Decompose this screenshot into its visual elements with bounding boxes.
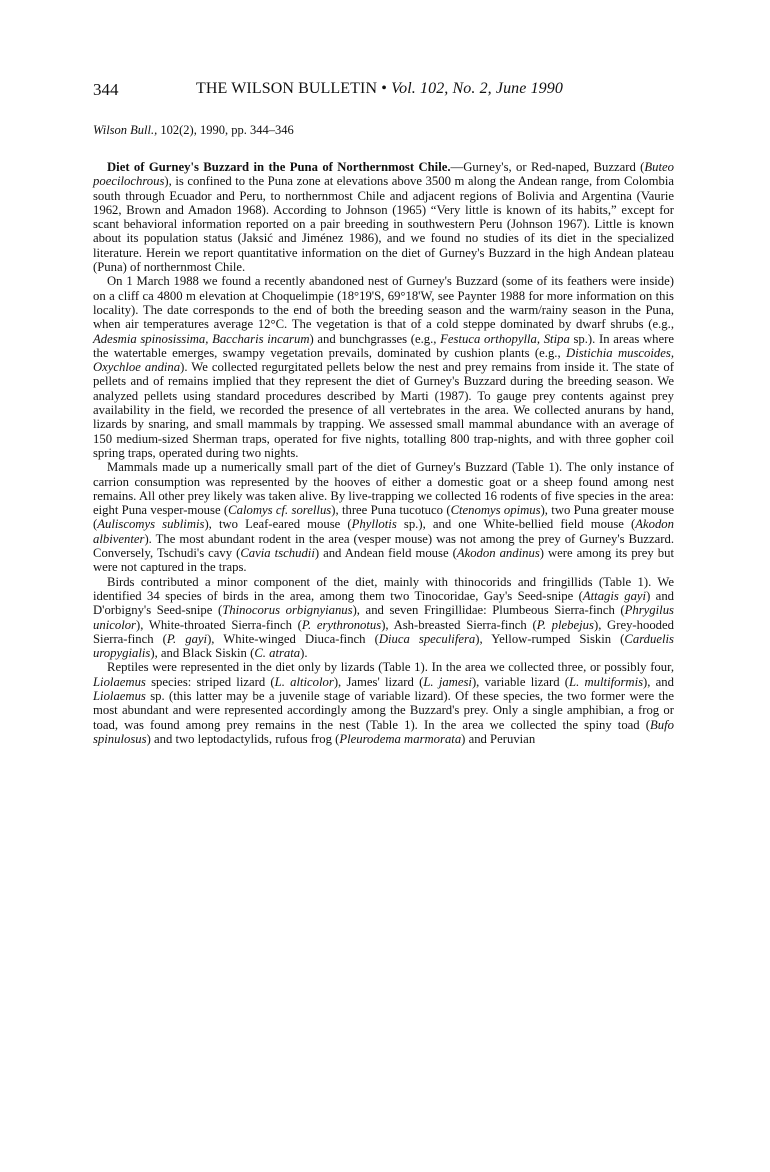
paragraph-4: Birds contributed a minor component of the diet, mainly with thinocorids and fringillids (Table 1). We identified 34 species of birds in the area, among them two Tinocoridae, Gay's Seed-snipe (Attagis gayi) and D'orbigny's Seed-snipe (Thinocorus orbignyianus), and seven Fringillidae: Plumbeous Sierra-finch (Phrygilus unicolor), White-throated Sierra-finch (P. erythronotus), Ash-breasted Sierra-finch (P. plebejus), Grey-hooded Sierra-finch (P. gayi), White-winged Diuca-finch (Diuca speculifera), Yellow-rumped Siskin (Carduelis uropygialis), and Black Siskin (C. atrata). <box>93 574 675 661</box>
separator: • <box>381 80 387 97</box>
paragraph-1: Diet of Gurney's Buzzard in the Puna of Northernmost Chile.—Gurney's, or Red-naped, Buzzard (Buteo poecilochrous), is confined to the Puna zone at elevations above 3500 m along the Andean range, from Colombia south through Ecuador and Peru, to northernmost Chile and adjacent regions of Bolivia and Argentina (Vaurie 1962, Brown and Amadon 1968). According to Johnson (1965) “Very little is known of its habits,” except for scant behavioral information reported on a pair breeding in southwestern Peru (Johnson 1967). Little is known about its population status (Jaksić and Jiménez 1986), and we found no studies of its diet in the specialized literature. Herein we report quantitative information on the diet of Gurney's Buzzard in the high Andean plateau (Puna) of northernmost Chile. <box>93 160 674 275</box>
citation-details: 102(2), 1990, pp. 344–346 <box>160 123 294 137</box>
journal-name: THE WILSON BULLETIN <box>196 80 378 97</box>
paragraph-5: Reptiles were represented in the diet only by lizards (Table 1). In the area we collected three, or possibly four, Liolaemus species: striped lizard (L. alticolor), James' lizard (L. jamesi), variable lizard (L. multiformis), and Liolaemus sp. (this latter may be a juvenile stage of variable lizard). Of these species, the two former were the most abundant and were represented accordingly among the Buzzard's prey. Only a single amphibian, a frog or toad, was found among prey remains in the nest (Table 1). In the area we collected the spiny toad (Bufo spinulosus) and two leptodactylids, rufous frog (Pleurodema marmorata) and Peruvian <box>93 660 674 746</box>
running-head <box>93 80 673 102</box>
journal-issue-line <box>196 80 563 98</box>
citation-journal: Wilson Bull., <box>93 123 158 137</box>
article-body <box>93 160 674 746</box>
citation-line <box>93 123 294 138</box>
page-number: 344 <box>93 80 119 99</box>
paragraph-2: On 1 March 1988 we found a recently abandoned nest of Gurney's Buzzard (some of its feathers were inside) on a cliff ca 4800 m elevation at Choquelimpie (18°19'S, 69°18'W, see Paynter 1988 for more information on this locality). The date corresponds to the end of both the breeding season and the warm/rainy season in the Puna, when air temperatures average 12°C. The vegetation is that of a cold steppe dominated by dwarf shrubs (e.g., Adesmia spinosissima, Baccharis incarum) and bunchgrasses (e.g., Festuca orthopylla, Stipa sp.). In areas where the watertable emerges, swampy vegetation prevails, dominated by cushion plants (e.g., Distichia muscoides, Oxychloe andina). We collected regurgitated pellets below the nest and prey remains from inside it. The state of pellets and of remains implied that they represent the diet of Gurney's Buzzard during the breeding season. We analyzed pellets using standard procedures described by Marti (1987). To gauge prey contents against prey availability in the field, we recorded the presence of all vertebrates in the area. We collected anurans by hand, lizards by snaring, and small mammals by trapping. We assessed small mammal abundance with an average of 150 medium-sized Sherman traps, operated for five nights, totalling 800 trap-nights, and with three gopher coil spring traps, operated during two nights. <box>93 274 674 460</box>
issue-info: Vol. 102, No. 2, June 1990 <box>391 80 563 97</box>
paragraph-3: Mammals made up a numerically small part of the diet of Gurney's Buzzard (Table 1). The only instance of carrion consumption was represented by the hooves of either a domestic goat or a sheep found among nest remains. All other prey likely was taken alive. By live-trapping we collected 16 rodents of five species in the area: eight Puna vesper-mouse (Calomys cf. sorellus), three Puna tucotuco (Ctenomys opimus), two Puna greater mouse (Auliscomys sublimis), two Leaf-eared mouse (Phyllotis sp.), and one White-bellied field mouse (Akodon albiventer). The most abundant rodent in the area (vesper mouse) was not among the prey of Gurney's Buzzard. Conversely, Tschudi's cavy (Cavia tschudii) and Andean field mouse (Akodon andinus) were among its prey but were not captured in the traps. <box>93 460 674 575</box>
